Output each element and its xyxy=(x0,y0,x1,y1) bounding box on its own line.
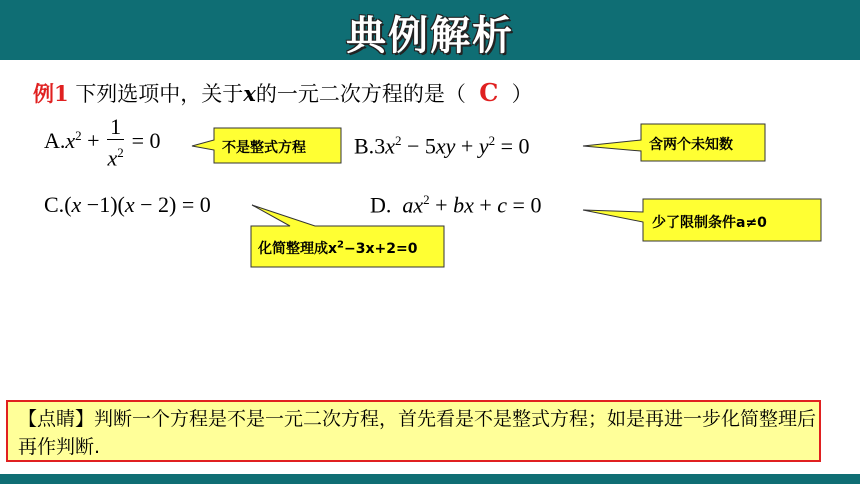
page-title: 典例解析 xyxy=(346,13,514,59)
option-b: $B.3x^2 - 5xy + y^2 = 0$ xyxy=(354,133,530,159)
question-text-before: 下列选项中，关于 xyxy=(75,82,244,106)
callout-c-text: 化简整理成$x^2-3x+2=0$ xyxy=(258,239,418,257)
question-close-paren: ） xyxy=(511,82,533,106)
tip-text: 【点睛】判断一个方程是不是一元二次方程，首先看是不是整式方程；如是再进一步化简整理后再作判断. xyxy=(18,408,817,458)
option-a: $A.x^2$ + $\frac{1}{x^2}$ = 0 xyxy=(44,114,161,171)
question-variable: x xyxy=(243,81,256,106)
option-d: D. $ax^2$ + bx + c = 0 xyxy=(370,192,542,218)
question-number: 例1 xyxy=(33,81,69,106)
callout-d-text: 少了限制条件a≠0 xyxy=(652,215,767,231)
option-c: C.(x −1)(x − 2) = 0 xyxy=(44,192,211,217)
tip-box xyxy=(6,400,821,462)
question-text-after: 的一元二次方程的是（ xyxy=(255,82,466,106)
footer-bar xyxy=(0,474,860,484)
answer-letter: C xyxy=(479,78,499,107)
callout-a-text: 不是整式方程 xyxy=(222,140,306,156)
callout-b-text: 含两个未知数 xyxy=(649,137,733,153)
option-a-fraction: $\frac{1}{x^2}$ xyxy=(107,114,124,171)
